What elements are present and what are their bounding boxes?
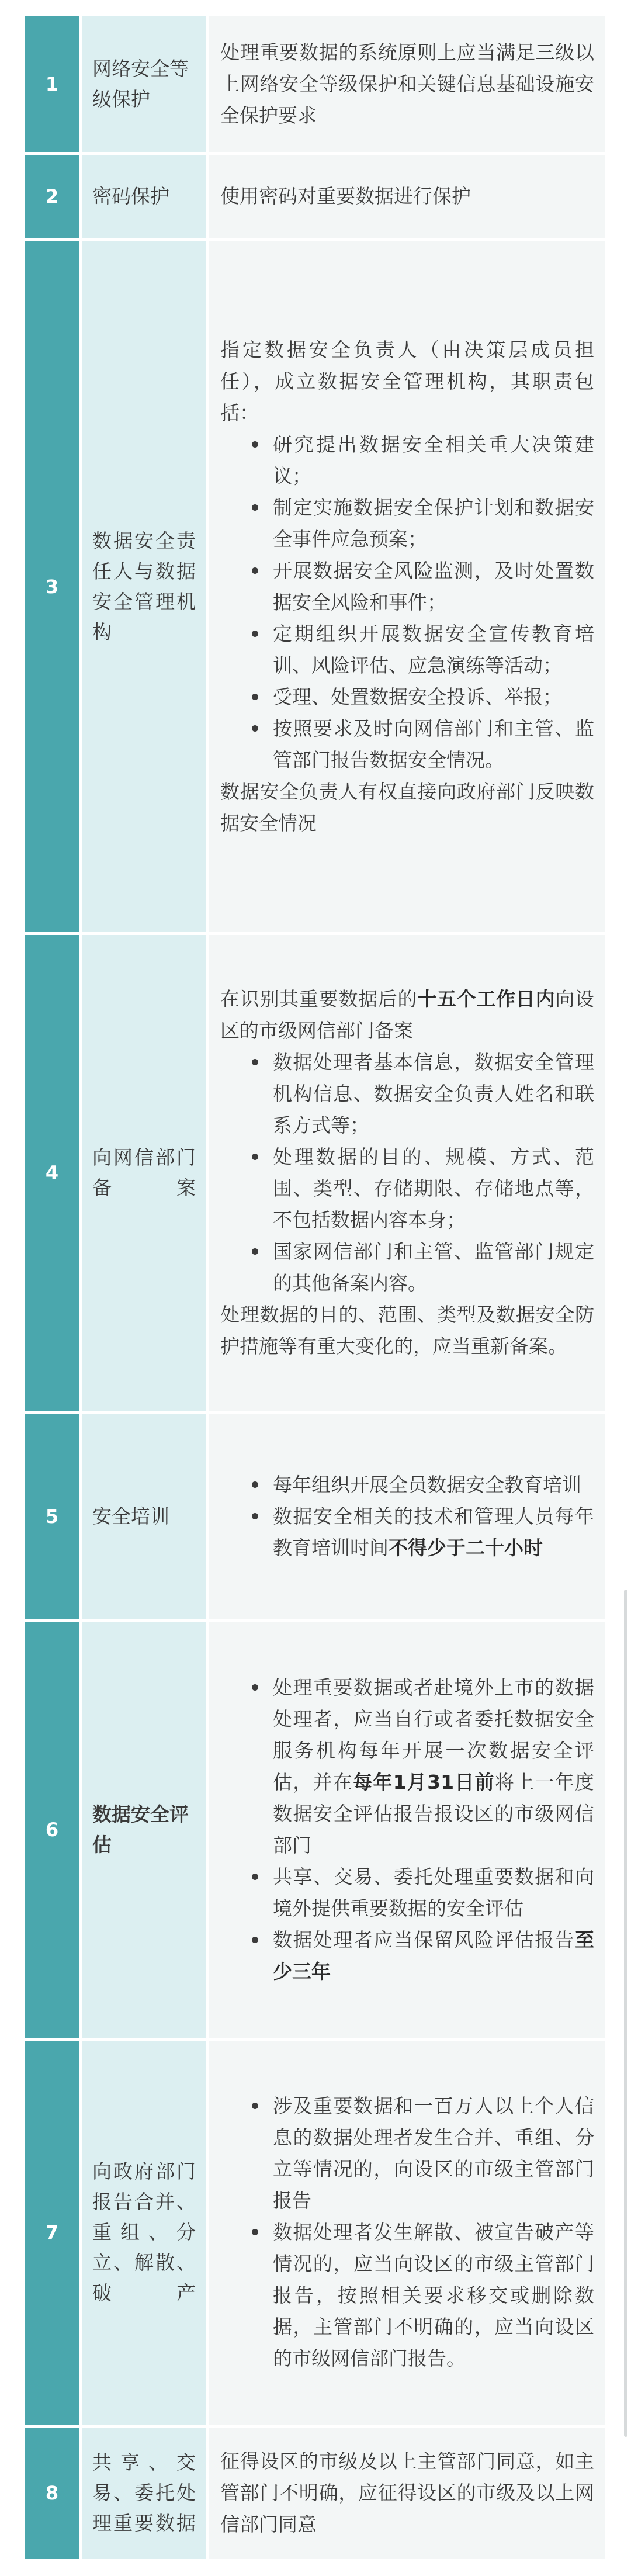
requirement-content: 使用密码对重要数据进行保护 [207,153,605,240]
requirement-content: 征得设区的市级及以上主管部门同意，如主管部门不明确，应征得设区的市级及以上网信部门同意 [207,2426,605,2560]
training-list [220,1469,594,1564]
duty-list [220,429,594,776]
row-number: 7 [25,2039,81,2426]
intro-text: 在识别其重要数据后的 [220,987,418,1010]
row-number: 4 [25,933,81,1412]
requirement-name: 数据安全评估 [81,1621,207,2039]
list-item: 开展数据安全风险监测，及时处置数据安全风险和事件； [248,555,594,618]
table-row [25,16,605,153]
data-security-requirements-table [25,16,605,2562]
content-outro: 处理数据的目的、范围、类型及数据安全防护措施等有重大变化的，应当重新备案。 [220,1303,594,1358]
list-item [248,1672,594,1861]
date-emphasis: 每年1月31日前 [353,1771,495,1793]
item-text: 数据安全相关的技术和管理人员每年教育培训时间 [273,1504,594,1559]
requirement-name: 密码保护 [81,153,207,240]
content-intro: 指定数据安全负责人（由决策层成员担任），成立数据安全管理机构，其职责包括： [220,338,594,424]
row-number: 2 [25,153,81,240]
requirement-content [207,240,605,933]
page-scrollbar[interactable] [624,1590,627,2437]
list-item [248,1924,594,1988]
table-row [25,240,605,933]
table-row [25,153,605,240]
row-number: 6 [25,1621,81,2039]
intro-text: 向设区的市级网信部门备案 [220,987,595,1042]
list-item: 数据处理者发生解散、被宣告破产等情况的，应当向设区的市级主管部门报告，按照相关要求移交或删除数据，主管部门不明确的，应当向设区的市级网信部门报告。 [248,2217,594,2374]
row-number: 3 [25,240,81,933]
requirement-content [207,933,605,1412]
list-item: 定期组织开展数据安全宣传教育培训、风险评估、应急演练等活动； [248,618,594,681]
item-text: 数据处理者应当保留风险评估报告 [273,1928,575,1951]
row-number: 1 [25,16,81,153]
retention-emphasis: 至少三年 [273,1928,594,1983]
content-outro: 数据安全负责人有权直接向政府部门反映数据安全情况 [220,780,594,835]
requirement-name: 网络安全等级保护 [81,16,207,153]
assessment-list [220,1672,594,1988]
list-item: 每年组织开展全员数据安全教育培训 [248,1469,594,1501]
requirement-name: 共享、交易、委托处理重要数据 [81,2426,207,2560]
table-row [25,1621,605,2039]
requirement-content: 处理重要数据的系统原则上应当满足三级以上网络安全等级保护和关键信息基础设施安全保护要求 [207,16,605,153]
list-item: 国家网信部门和主管、监管部门规定的其他备案内容。 [248,1236,594,1299]
requirement-name: 安全培训 [81,1412,207,1621]
list-item: 按照要求及时向网信部门和主管、监管部门报告数据安全情况。 [248,713,594,776]
list-item: 处理数据的目的、规模、方式、范围、类型、存储期限、存储地点等，不包括数据内容本身； [248,1141,594,1236]
requirement-content [207,1621,605,2039]
hours-emphasis: 不得少于二十小时 [389,1536,543,1559]
row-number: 5 [25,1412,81,1621]
table-row [25,933,605,1412]
table-row [25,2426,605,2560]
content-intro [220,984,594,1047]
requirement-name: 向政府部门报告合并、重组、分立、解散、破产 [81,2039,207,2426]
list-item: 涉及重要数据和一百万人以上个人信息的数据处理者发生合并、重组、分立等情况的，向设区的市级主管部门报告 [248,2090,594,2217]
requirement-content [207,1412,605,1621]
requirement-content [207,2039,605,2426]
list-item: 受理、处置数据安全投诉、举报； [248,681,594,713]
deadline-emphasis: 十五个工作日内 [417,987,556,1010]
list-item: 数据处理者基本信息，数据安全管理机构信息、数据安全负责人姓名和联系方式等； [248,1047,594,1141]
list-item: 共享、交易、委托处理重要数据和向境外提供重要数据的安全评估 [248,1861,594,1924]
table-row [25,2039,605,2426]
row-number: 8 [25,2426,81,2560]
list-item [248,1501,594,1564]
requirement-name: 数据安全责任人与数据安全管理机构 [81,240,207,933]
filing-list [220,1047,594,1299]
requirement-name: 向网信部门备案 [81,933,207,1412]
report-list [220,2090,594,2374]
list-item: 制定实施数据安全保护计划和数据安全事件应急预案； [248,492,594,555]
list-item: 研究提出数据安全相关重大决策建议； [248,429,594,492]
item-text: 将上一年度数据安全评估报告报设区的市级网信部门 [273,1771,595,1857]
item-text: 处理重要数据或者赴境外上市的数据处理者，应当自行或者委托数据安全服务机构每年开展一次数据安全评估，并在 [273,1676,594,1793]
table-row [25,1412,605,1621]
